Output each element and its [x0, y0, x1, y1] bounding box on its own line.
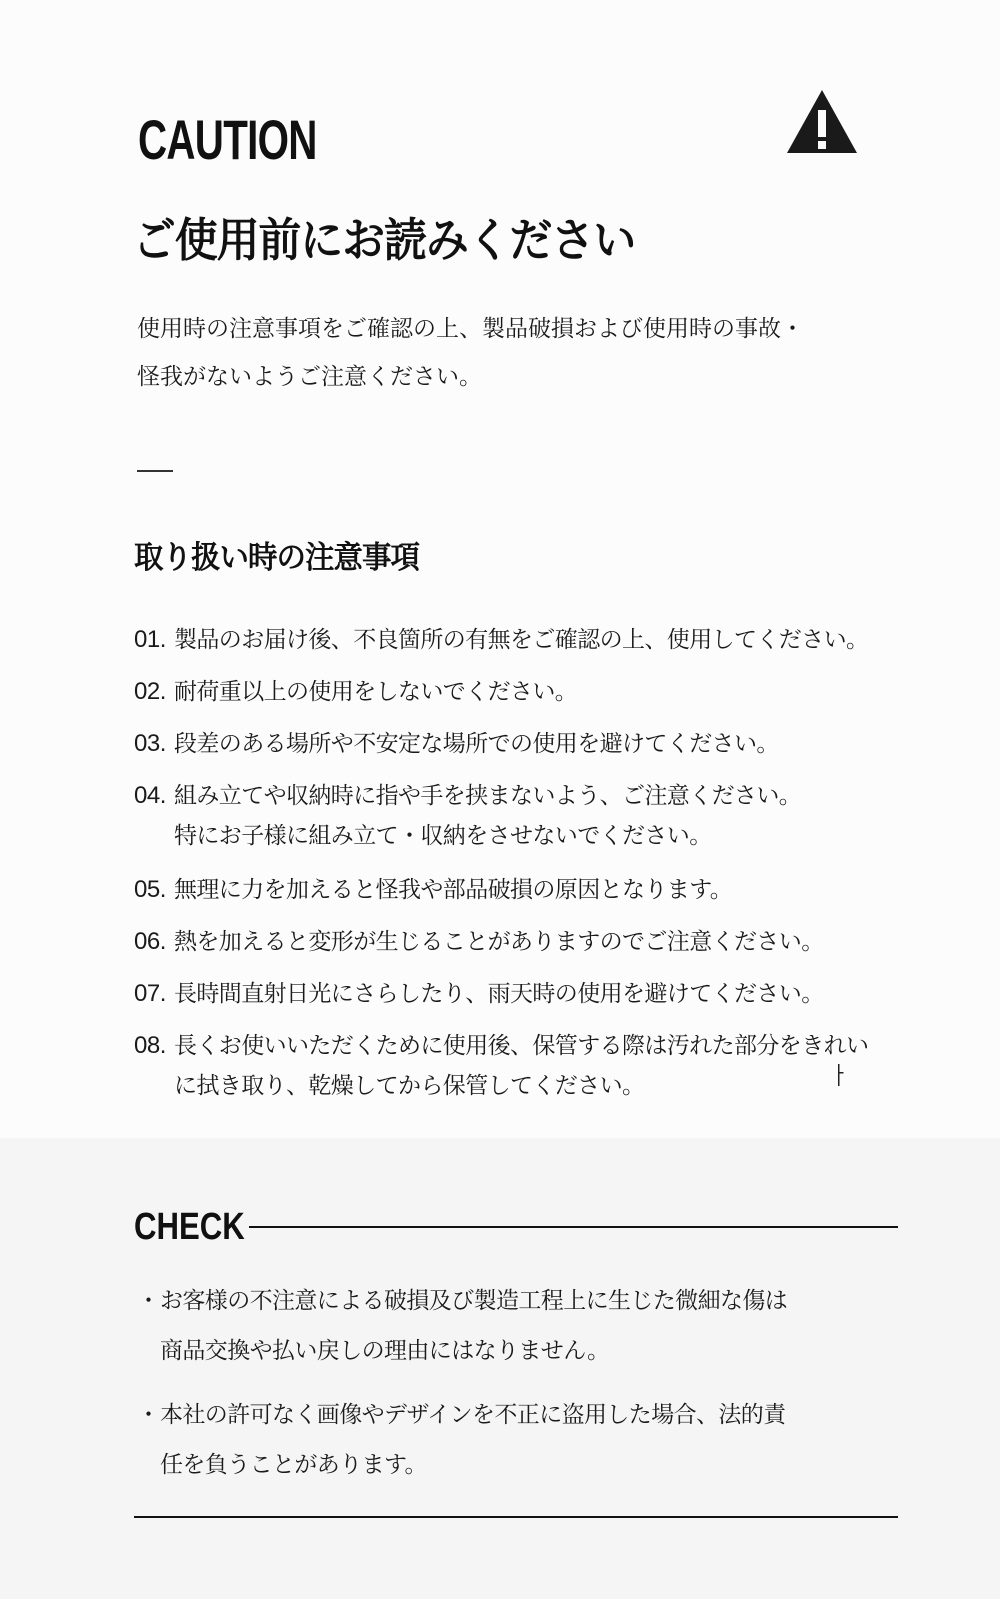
item-text	[174, 870, 954, 910]
handling-heading: 取り扱い時の注意事項	[134, 540, 419, 576]
intro-line: 怪我がないようご注意ください。	[137, 364, 482, 390]
item-line: 本社の許可なく画像やデザインを不正に盗用した場合、法的責	[160, 1402, 786, 1428]
item-text	[174, 672, 954, 712]
intro-text	[137, 305, 804, 401]
bottom-divider	[134, 1516, 898, 1518]
item-line: 段差のある場所や不安定な場所での使用を避けてください。	[174, 731, 779, 757]
caution-list	[134, 620, 954, 1120]
item-text	[174, 776, 954, 856]
item-line: 長時間直射日光にさらしたり、雨天時の使用を避けてください。	[174, 981, 824, 1007]
item-line: 特にお子様に組み立て・収納をさせないでください。	[174, 823, 712, 849]
list-item	[134, 672, 954, 712]
item-text	[174, 724, 954, 764]
list-item	[137, 1276, 897, 1376]
bullet: ・	[137, 1402, 160, 1428]
item-number: 01.	[134, 626, 166, 653]
item-line: 任を負うことがあります。	[160, 1452, 427, 1478]
item-text	[160, 1390, 786, 1490]
check-title-rule	[249, 1226, 898, 1228]
item-line: 無理に力を加えると怪我や部品破損の原因となります。	[174, 877, 733, 903]
item-line: に拭き取り、乾燥してから保管してください。	[174, 1073, 645, 1099]
item-line: 耐荷重以上の使用をしないでください。	[174, 679, 578, 705]
item-number: 04.	[134, 782, 166, 809]
check-list	[137, 1276, 897, 1504]
caution-label: CAUTION	[138, 108, 317, 171]
text-cursor-icon	[835, 1063, 845, 1087]
list-item	[134, 922, 954, 962]
divider	[137, 470, 173, 472]
intro-line: 使用時の注意事項をご確認の上、製品破損および使用時の事故・	[137, 316, 804, 342]
item-number: 05.	[134, 876, 166, 903]
bullet: ・	[137, 1288, 160, 1314]
item-number: 08.	[134, 1032, 166, 1059]
item-text	[174, 922, 954, 962]
item-line: 商品交換や払い戻しの理由にはなりません。	[160, 1338, 610, 1364]
list-item	[134, 1026, 954, 1106]
item-line: 長くお使いいただくために使用後、保管する際は汚れた部分をきれい	[174, 1033, 869, 1059]
item-number: 06.	[134, 928, 166, 955]
list-item	[134, 974, 954, 1014]
item-line: お客様の不注意による破損及び製造工程上に生じた微細な傷は	[160, 1288, 788, 1314]
item-line: 組み立てや収納時に指や手を挟まないよう、ご注意ください。	[174, 783, 802, 809]
list-item	[137, 1390, 897, 1490]
item-number: 07.	[134, 980, 166, 1007]
item-number: 03.	[134, 730, 166, 757]
item-text	[174, 974, 954, 1014]
list-item	[134, 870, 954, 910]
item-number: 02.	[134, 678, 166, 705]
item-line: 製品のお届け後、不良箇所の有無をご確認の上、使用してください。	[174, 627, 869, 653]
list-item	[134, 620, 954, 660]
list-item	[134, 776, 954, 856]
warning-triangle-icon	[786, 89, 858, 154]
item-text	[174, 620, 954, 660]
page-title: ご使用前にお読みください	[133, 213, 636, 267]
check-title: CHECK	[134, 1206, 245, 1248]
item-text	[160, 1276, 787, 1376]
list-item	[134, 724, 954, 764]
item-line: 熱を加えると変形が生じることがありますのでご注意ください。	[174, 929, 824, 955]
